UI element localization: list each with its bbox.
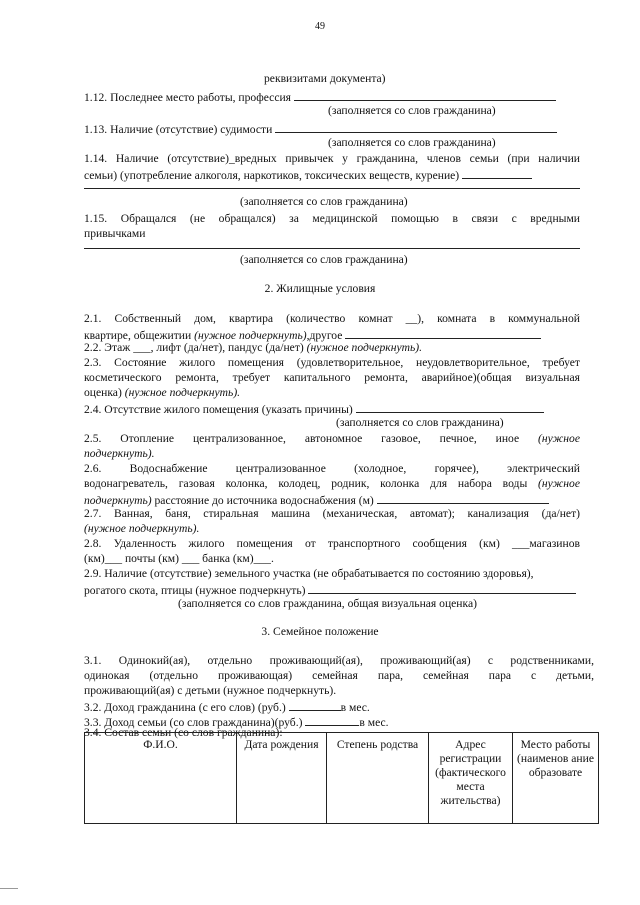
item-2-4 xyxy=(84,401,544,417)
col-header-birthdate: Дата рождения xyxy=(237,733,327,824)
item-1-14-blank[interactable] xyxy=(462,167,532,179)
note: (заполняется со слов гражданина) xyxy=(240,253,408,266)
text: 2.2. Этаж ___, лифт (да/нет), пандус (да/нет) xyxy=(84,341,307,354)
text: в мес. xyxy=(340,701,370,714)
item-2-6-line2 xyxy=(84,477,580,491)
item-2-6-line1: 2.6. Водоснабжение централизованное (холодное, горячее), электрический xyxy=(84,462,580,475)
item-1-12-blank[interactable] xyxy=(294,89,556,101)
col-header-workplace: Место работы (наименов ание образовате xyxy=(513,733,599,824)
item-3-1-line1: 3.1. Одинокий(ая), отдельно проживающий(ая), проживающий(ая) с родственниками, xyxy=(84,654,594,667)
item-1-14-text: семьи) (употребление алкоголя, наркотиков, токсических веществ, курение) xyxy=(84,169,460,182)
italic-note: (нужное подчеркнуть). xyxy=(84,522,200,535)
page-number: 49 xyxy=(315,21,325,32)
item-2-5-line2 xyxy=(84,447,155,461)
item-1-14-line1: 1.14. Наличие (отсутствие)_вредных привычек у гражданина, членов семьи (при наличии xyxy=(84,152,580,165)
item-2-9-line1: 2.9. Наличие (отсутствие) земельного участка (не обрабатывается по состоянию здоровья), xyxy=(84,567,534,580)
item-2-8-line1: 2.8. Удаленность жилого помещения от транспортного сообщения (км) ___магазинов xyxy=(84,537,580,550)
note: (заполняется со слов гражданина) xyxy=(336,416,504,429)
item-1-13-blank[interactable] xyxy=(275,121,557,133)
item-2-5-line1 xyxy=(84,432,580,446)
item-2-9-blank[interactable] xyxy=(308,582,576,594)
col-header-relation: Степень родства xyxy=(327,733,429,824)
text: 3.2. Доход гражданина (с его слов) (руб.) xyxy=(84,701,289,714)
item-1-15-line2: привычками xyxy=(84,227,146,240)
item-1-15-line1: 1.15. Обращался (не обращался) за медицинской помощью в связи с вредными xyxy=(84,212,580,225)
italic-note: (нужное xyxy=(538,432,580,445)
item-2-3-line3 xyxy=(84,386,240,400)
item-2-2 xyxy=(84,341,422,355)
item-1-12 xyxy=(84,89,556,105)
item-1-12-label: 1.12. Последнее место работы, профессия xyxy=(84,91,292,104)
text: в мес. xyxy=(359,716,389,729)
item-3-2 xyxy=(84,699,370,715)
text: водонагреватель, газовая колонка, колодец, родник, колонка для набора воды xyxy=(84,477,539,490)
item-3-4: 3.4. Состав семьи (со слов гражданина): xyxy=(84,726,283,739)
item-1-14-line2 xyxy=(84,167,532,183)
item-2-8-line2: (км)___ почты (км) ___ банка (км)___. xyxy=(84,552,274,565)
italic-note: (нужное подчеркнуть). xyxy=(124,386,241,399)
item-2-3-line1: 2.3. Состояние жилого помещения (удовлетворительное, неудовлетворительное, требует xyxy=(84,356,580,369)
italic-note: (нужное подчеркнуть). xyxy=(306,341,423,354)
item-3-3-blank[interactable] xyxy=(305,714,359,726)
blank-line[interactable] xyxy=(84,188,580,189)
margin-mark xyxy=(0,888,18,889)
text: 2.5. Отопление централизованное, автономное газовое, печное, иное xyxy=(84,432,539,445)
note: (заполняется со слов гражданина, общая визуальная оценка) xyxy=(178,597,477,610)
item-3-1-line3: проживающий(ая) с детьми (нужное подчеркнуть). xyxy=(84,684,337,697)
italic-note: (нужное xyxy=(538,477,580,490)
italic-note: (нужное подчеркнуть) xyxy=(194,329,307,342)
section-heading-2: 2. Жилищные условия xyxy=(264,282,376,295)
item-2-3-line2: косметического ремонта, требует капитального ремонта, аварийное)(общая визуальная xyxy=(84,371,580,384)
italic-note: подчеркнуть) xyxy=(84,494,152,507)
note: (заполняется со слов гражданина) xyxy=(240,195,408,208)
text-line: реквизитами документа) xyxy=(264,72,386,85)
item-2-6-blank[interactable] xyxy=(377,492,549,504)
family-table xyxy=(84,732,599,824)
item-1-13 xyxy=(84,121,557,137)
item-3-2-blank[interactable] xyxy=(289,699,341,711)
col-header-address: Адрес регистрации (фактического места жительства) xyxy=(429,733,513,824)
item-2-7-line2 xyxy=(84,522,199,536)
note: (заполняется со слов гражданина) xyxy=(328,104,496,117)
item-1-13-label: 1.13. Наличие (отсутствие) судимости xyxy=(84,123,273,136)
section-heading-3: 3. Семейное положение xyxy=(261,625,379,638)
item-2-1-blank[interactable] xyxy=(345,327,541,339)
text: 2.4. Отсутствие жилого помещения (указать причины) xyxy=(84,403,353,416)
text: ,другое xyxy=(306,329,343,342)
note: (заполняется со слов гражданина) xyxy=(328,136,496,149)
text: расстояние до источника водоснабжения (м) xyxy=(151,494,374,507)
text: 3.3. Доход семьи (со слов гражданина)(руб.) xyxy=(84,716,306,729)
italic-note: подчеркнуть). xyxy=(84,447,155,460)
item-2-6-line3 xyxy=(84,492,549,508)
item-3-1-line2: одинокая (отдельно проживающая) семейная пара, семейная пара с детьми, xyxy=(84,669,594,682)
text: квартире, общежитии xyxy=(84,329,195,342)
item-2-9-line2 xyxy=(84,582,576,598)
col-header-name: Ф.И.О. xyxy=(85,733,237,824)
blank-line[interactable] xyxy=(84,248,580,249)
item-2-1-line1: 2.1. Собственный дом, квартира (количество комнат __), комната в коммунальной xyxy=(84,312,580,325)
table-header-row xyxy=(85,733,599,824)
text: оценка) xyxy=(84,386,125,399)
item-2-4-blank[interactable] xyxy=(356,401,544,413)
item-2-7-line1: 2.7. Ванная, баня, стиральная машина (механическая, автомат); канализация (да/нет) xyxy=(84,507,580,520)
text: рогатого скота, птицы (нужное подчеркнуть) xyxy=(84,584,306,597)
